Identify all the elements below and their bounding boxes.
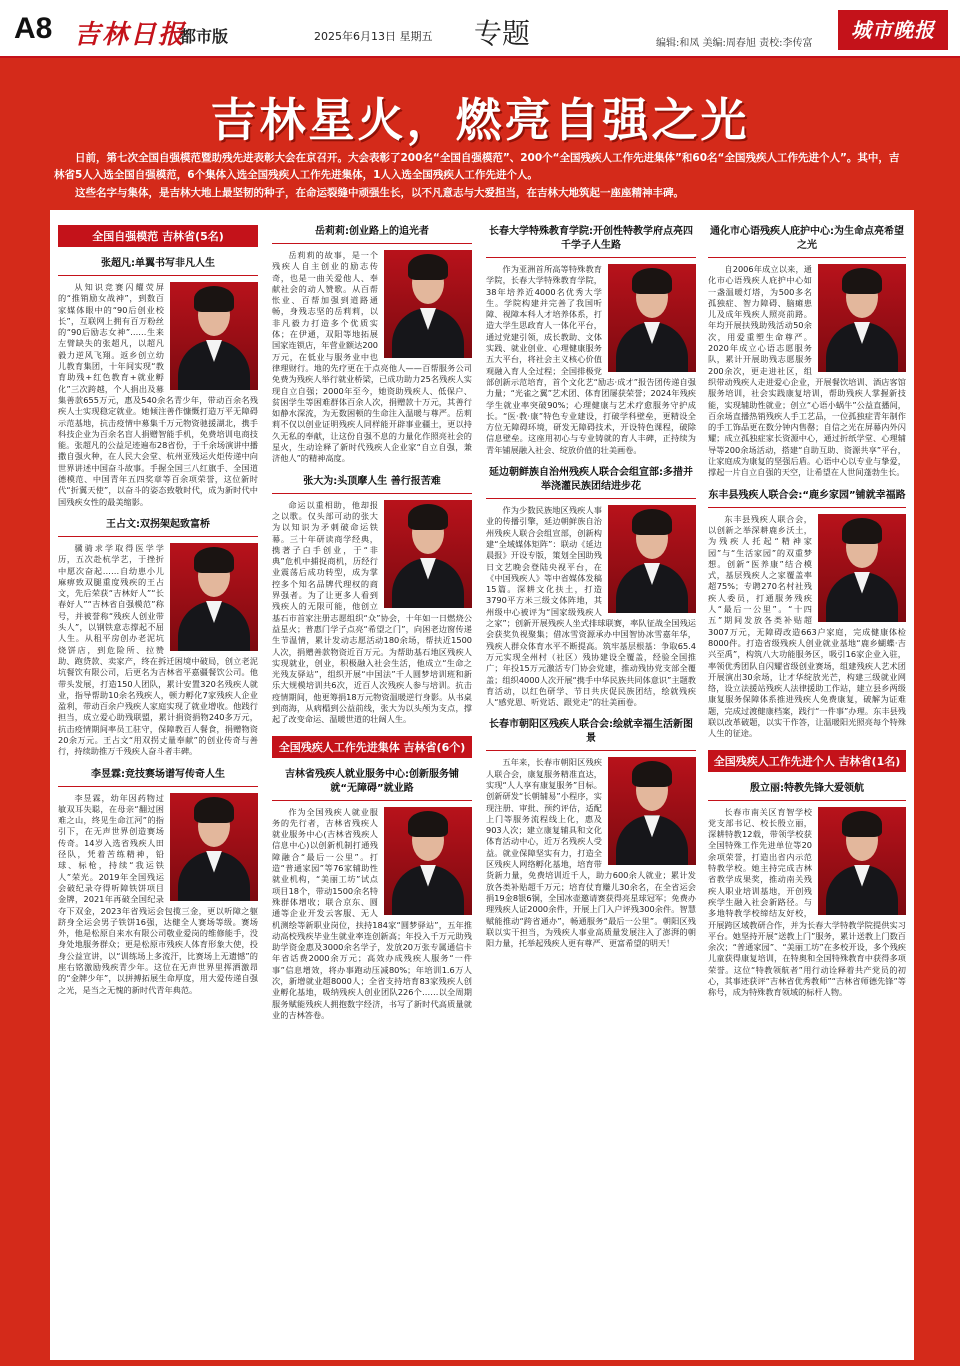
article-body: 作为少数民族地区残疾人事业的传播引擎，延边朝鲜族自治州残疾人联合会组宣部，创新构建“全域媒体矩阵”：联动《延边晨报》开设专版，策划全国助残日文艺晚会登陆央视平台，在《中国残疾人》等中省媒体发稿15篇。深耕文化扶土，打造3790平方米三级文体阵地，其州级中心被评为“国家级残疾人之家”；创新开展残疾人坐式排球联赛，率队征战全国残运会获奖负视聚集；借冰雪资源承办中国智协冰雪嘉年华，残疾人群众体育水平不断提高。筑牢基层根基：争取65.4万元实现全州村（社区）残协建设全覆盖，经验全国推广；年投15万元激活专门协会党建，推动残协党支部全覆盖；组织4000人次开展“携手中华民族共同体意识”主题教育活动，以红色研学、节日共庆促民族团结，绘就残疾人“感党恩、听党话、跟党走”的壮美画卷。 (486, 505, 696, 708)
article-body: 从知识竞赛闪耀荧屏的“推销励女战神”，到数百家媒体眼中的“90后创业校长”，互联网上拥有百万粉丝的“90后励志女神”……生来左臂缺失的张超凡，以超凡毅力逆风飞翔。返乡创立幼儿教育集团，十年间实现“教育助残+红色教育+就业孵化”三次跨越，个人捐出及募集善款655万元，惠及540余名青少年，带动百余名残疾人士实现稳定就业。她倾注善作慷慨打造万平无障碍示范基地，抗击疫情中募集千万元物资驰援湖北，携手科技企业为百余名盲人捐赠智能手机，免费培训电商技能。张超凡的公益足迹遍布28省份，于千余场演讲中播撒自强火种，在人民大会堂、杭州亚残运火炬传递中向世界讲述中国奋斗故事。手握全国三八红旗手、全国道德模范、中国青年五四奖章等百余项荣誉，这位新时代“折翼天使”，以奋斗的姿态致敬时代，成为新时代中国残疾女性的最美缩影。 (58, 282, 258, 507)
article (708, 807, 906, 999)
article (708, 264, 906, 479)
portrait-photo (384, 807, 472, 915)
article-body: 东丰县残疾人联合会，以创新之举深耕鹿乡沃土，为残疾人托起“精神家园”与“生活家园”的双重梦想。创新“医养康”结合模式，基层残疾人之家覆盖率超75%；专聘270名村社残疾人委员，打通服务残疾人“最后一公里”。“十四五”期间发放各类补贴超3007万元，无障碍改造663户家庭，完成健康体检8000件。打造省级残疾人创业就业基地“鹿乡蝴蝶·吉兴至禹”，构筑八大功能服务区，吸引16家企业入驻，率领优秀团队自闪耀省级创业赛场，组建残疾人艺术团开展演出30余场，让才华绽放光芒，构建三级就业网络，设立法援站残疾人法律援助工作站，建立县乡两级康复服务保障体系推进残疾人免费康复，破解为证难题，完成过渡健康档案，践行“一件事”办理。东丰县残联以改革破题，以实干作答，让温暖阳光照亮每个特殊人生的征途。 (708, 513, 906, 739)
article (58, 282, 258, 508)
article-body: 岳莉莉的故事，是一个残疾人自主创业的励志传奇，也是一曲关爱他人、奉献社会的动人赞歌。从百帮怅业、百帮加强到道路通畅，身残志坚的岳莉莉，以非凡毅力打造多个优质实体；在伊通，双阳等地拓展国家连锁店，年营业额达200万元，在低业与服务业中也律理财行。地的先疗更在于点亮他人——百帮服务公司免费为残疾人举行就业桥梁，已成功助力25名残疾人实现自立自强；2000年至今，她资助残疾人、低保户、贫困学生等困难群体百余人次，捐赠款十万元，其善行如静水深流，为无数困顿的生命注入温暖与尊严。岳莉莉不仅以创业证明残疾人同样能开辟事业疆土，更以持久无私的奉献，让这份自强不息的力量化作照亮社会的星火，生动诠释了新时代残疾人企业家“自立自强，兼济他人”的精神高度。 (272, 250, 472, 464)
article-body: 作为亚洲首所高等特殊教育学院，长春大学特殊教育学院，38年培养近4000名优秀大学生。学院构建并完善了我国听障、视障本科人才培养体系，打造大学生思政育人一体化平台，通过党建引领，成长教助、文体实践、就业创业、心理健康服务五大平台，将社会主义核心价值观融入育人全过程；全国排极党部创新示范培育，首个文化艺“励志·成才”报告团传递自强力量；“光雀之翼”艺术团、体育团屡获荣誉；2024年残疾学生就业率突破90%；心理健康与艺术疗愈服务守护成长。“医·教·康”特色专业建设，打破学科壁垒，更精设全方位无障碍环境，研发无障碍技术，开设特色课程，破除信息壁垒。这座用初心与专业铸就的育人丰碑，正持续为青年铺展融入社会、绽放价值的壮美画卷。 (486, 264, 696, 455)
individual-banner: 全国残疾人工作先进个人 吉林省(1名) (708, 750, 906, 772)
column-3 (486, 215, 696, 949)
article (486, 757, 696, 949)
article-body: 命运以重相助，他却报之以歌。仅头部可动的张大为以知识为矛刺破命运铁幕。三十年研读商学经典，携著子白手创业，于“非典”危机中捕捉商机，历经行业震荡后成功转型，成为掌控多个知名品牌代理权的商界强者。为了让更多人看到残疾人的无限可能，他创立基石市首家注册志愿组织“众”协会，十年如一日燃烧公益星火；普惠门学子点亮“希望之门”，向困老边窗传递生节温情，累计发动志愿活动180余场，帮扶近1500人次，捐赠善款物资近百万元。为帮助基石地区残疾人实现就业，创业，积极融入社会生活，他成立“生命之光残友驿站”，组织开展“中国法”千人圆梦培训班和新乐大规模培训共6次，近百人次残疾人参与培训。抗击疫情期间，他更筹捐18万元物资温暖逆行身影。从书桌到商海，从病榻到公益前线，张大为以头颅为支点，撑起了改变命运、温暖世道的壮阔人生。 (272, 499, 472, 725)
page-number: A8 (14, 12, 53, 45)
column-2 (272, 215, 472, 1021)
portrait-photo (170, 282, 258, 390)
newspaper-logo: 吉林日报 (74, 20, 187, 50)
article (272, 250, 472, 465)
article (58, 793, 258, 996)
article-title: 张大为:头顶摩人生 善行报苦难 (272, 473, 472, 494)
article-body: 骥骑求学取得医学学历，五次赴杭学艺，于挫折中愿次奋起……自幼患小儿麻痹致双腿重度残疾的王占文，先后荣获“吉林好人”“长春好人”“吉林省自强模范”称号，并被誉称“残疾人创业带头人”，以钢铁意志撑起不屈人生。从租平房创办老泥坑烧饼店，到危险所、拉赞助、跑贷款、卖家产，终在拆迁困境中破局，创立老泥坑餐饮有限公司，后更名为吉林省平嘉疆餐饮公司。他带头发展，打造150人团队，累计安置320名残疾人就业，指导帮助10余名残疾人，顿力孵化7家残疾人企业盈利，带动百余户残疾人家庭实现了就业增收。他践行担当，成立爱心助残联盟，累计捐资捐物240多万元，抗击疫情期间率员工驻守，保障教百人餐食，捐赠物资20余万元。王占文“用双拐丈量奉献”的创业传奇与善行，持续助推万千残疾人奋斗者丰碑。 (58, 542, 258, 757)
portrait-photo (384, 250, 472, 358)
portrait-photo (384, 500, 472, 608)
column-4 (708, 215, 906, 999)
article-title: 张超凡:单翼书写非凡人生 (58, 255, 258, 276)
article-title: 东丰县残疾人联合会:“鹿乡家园”铺就幸福路 (708, 487, 906, 508)
article-body: 李昱霖，幼年因药物过敏双耳失聪，在母亲“翻过困难之山，终见生命江河”的指引下，在无声世界创造赛场传奇。14岁入选省残疾人田径队，凭着苦练精神，铅球、标枪，持续“我运铁人”荣光。2019年全国残运会破纪录夺得听障铁饼项目金牌，2021年再破全国纪录夺下双金，2023年省残运会包揽三金，更以听障之躯跻身全运会男子铁饼16强，达健全人赛场等级。赛场外，他是松原自来水有限公司敬业爱岗的维修能手，没身处地服务群众；更是松原市残疾人体育形象大使，投身公益宣讲，以“训练场上多流汗，比赛场上无遗憾”的座右铭激励残疾青少年。这位在无声世界里挥洒激昂的“金牌少年”，以拼搏拓展生命厚度，用大爱传递自强之光，是当之无愧的新时代青年典范。 (58, 792, 258, 995)
portrait-photo (170, 793, 258, 901)
intro-paragraph: 这些名字与集体，是吉林大地上最坚韧的种子，在命运裂缝中顽强生长，以不凡意志与大爱担当，在吉林大地筑起一座座精神丰碑。 (75, 187, 684, 199)
article-body: 自2006年成立以来，通化市心语残疾人庇护中心如一盏温暖灯塔，为500多名孤独症、智力障碍、脑瘫患儿及成年残疾人照亮前路。年均开展扶残助残活动50余次，用爱重塑生命尊严。2020年成立心语志愿服务队，累计开展助残志愿服务200余次，更走进社区，组织带动残疾人走进爱心企业，开展餐饮培训、酒店客馆服务培训，社会实践康复培训，帮助残疾人掌握新技能，实现辅助性就业；创立“心语小蜗牛”公益直播间，百余场直播热销残疾人手工艺品，一位孤独症青年制作的手工饰品更在数分钟内售罄；自信之光在屏幕内外闪耀；成立孤独症家长资源中心，通过折纸学堂、心理辅导等200余场活动，搭建“自助互助、资源共享”平台，让家庭成为康复的坚强后盾。心语中心以专业与挚爱，撑起一片自立自强的天空，让希望在人世间蓬勃生长。 (708, 264, 906, 478)
collectives-banner: 全国残疾人工作先进集体 吉林省(6个) (272, 736, 472, 758)
article-title: 长春大学特殊教育学院:开创性特教学府点亮四千学子人生路 (486, 223, 696, 258)
article (486, 505, 696, 708)
edition-label: 都市版 (180, 27, 229, 46)
article-body: 长春市南关区育智学校党支部书记、校长殷立丽，深耕特教12载，带领学校获全国特殊工作先进单位等20余项荣誉，打造出省内示范特教学校。她主持完成吉林省教学成果奖，推动南关残疾人职业培训基地，开创残疾学生融入社会新路径。与多地特教学校缔结友好校，开展跨区域教研合作，并为长春大学特教学院提供实习平台。她坚持开展“送教上门”服务，累计送教上门数百余次；“普通家园”、“美丽工坊”在多校开设，多个残疾儿童获得康复培训，在特奥和全国特殊教育中获得多项荣誉。这位“特教领航者”用行动诠释着共产党员的初心，其事迹获评“吉林省优秀教师”“吉林省师德先锋”等称号，成为特殊教育领域的标杆人物。 (708, 806, 906, 998)
article (272, 807, 472, 1022)
section-title: 专题 (474, 17, 531, 50)
article (58, 543, 258, 758)
article (708, 514, 906, 740)
article-title: 李昱霖:竞技赛场谱写传奇人生 (58, 766, 258, 787)
portrait-photo (818, 264, 906, 372)
intro-paragraph: 日前，第七次全国自强模范暨助残先进表彰大会在京召开。大会表彰了200名“全国自强模范”、200个“全国残疾人工作先进集体”和60名“全国残疾人工作先进个人”。其中，吉林省5人入选全国自强模范，6个集体入选全国残疾人工作先进集体，1人入选全国残疾人工作先进个人。 (54, 152, 900, 181)
portrait-photo (170, 543, 258, 651)
editor-credits: 编辑:和凤 美编:周春旭 责校:李传富 (656, 38, 813, 49)
page-headline: 吉林星火，燃亮自强之光 (210, 93, 750, 147)
column-1 (58, 215, 258, 996)
article-body: 作为全国残疾人就业服务的先行者，吉林省残疾人就业服务中心(吉林省残疾人信息中心)以创新机制打通残障融合“最后一公里”。打造“普通家园”等76家辅助性就业机构，“美丽工坊”试点项目18个，带动1500余名特殊群体增收；联合京东、圆通等企业开发云客服、无人机测绘等新职业岗位，扶持184家“圆梦驿站”，五年推动高校残疾毕业生就业率连创新高；年投入千万元助残助学资金惠及3000余名学子，发放20万张专属通信卡年省话费2000余万元；高效办成残疾人服务“一件事”信息增效，将办事跑动压减80%；年培训1.6万人次，新增就业超8000人；全省支持培育83家残疾人创业孵化基地，吸纳残疾人创业团队226个……以全周期服务赋能残疾人拥抱数字经济，书写了新时代高质量就业的吉林答卷。 (272, 806, 472, 1020)
masthead (0, 0, 960, 58)
portrait-photo (818, 807, 906, 915)
article-title: 岳莉莉:创业路上的追光者 (272, 223, 472, 244)
article-title: 长春市朝阳区残疾人联合会:绘就幸福生活新图景 (486, 716, 696, 751)
portrait-photo (608, 757, 696, 865)
article (272, 500, 472, 726)
article-title: 吉林省残疾人就业服务中心:创新服务铺就“无障碍”就业路 (272, 766, 472, 801)
brand-logo: 城市晚报 (838, 10, 948, 50)
models-banner: 全国自强模范 吉林省(5名) (58, 225, 258, 247)
issue-date: 2025年6月13日 星期五 (314, 30, 433, 43)
portrait-photo (608, 264, 696, 372)
article (486, 264, 696, 456)
portrait-photo (608, 505, 696, 613)
article-title: 王占文:双拐架起致富桥 (58, 516, 258, 537)
article-title: 殷立丽:特教先锋大爱领航 (708, 780, 906, 801)
portrait-photo (818, 514, 906, 622)
article-title: 延边朝鲜族自治州残疾人联合会组宣部:多措并举浇灌民族团结进步花 (486, 464, 696, 499)
article-title: 通化市心语残疾人庇护中心:为生命点亮希望之光 (708, 223, 906, 258)
intro-text (54, 150, 906, 203)
article-body: 五年来，长春市朝阳区残疾人联合会，康复服务精准直达，实现“人人享有康复服务”目标。创新研发“长朝辅易”小程序，实现注册、审批、预约评估，适配上门等服务流程线上化，惠及903人次；建立康复辅具和文化体育活动中心，近万名残疾人受益。就业保障坚实有力，打造全区残疾人网络孵化基地，培育带货新力量，免费培训近千人，助力600余人就业；累计发放各类补贴超千万元；培育仗育赚儿30余名，在全省运会捐19金8银6铜，全国冰壶邀请赛获得亮星球冠军；免费办理残疾人证2000余件，开展上门入户评残300余件。智慧赋能推动“跨省通办”，畅通服务“最后一公里”。朝阳区残联以实干担当，为残疾人事业高质量发展注入了澎湃的朝阳力量，托举起残疾人更有尊严、更富希望的明天！ (486, 757, 696, 949)
